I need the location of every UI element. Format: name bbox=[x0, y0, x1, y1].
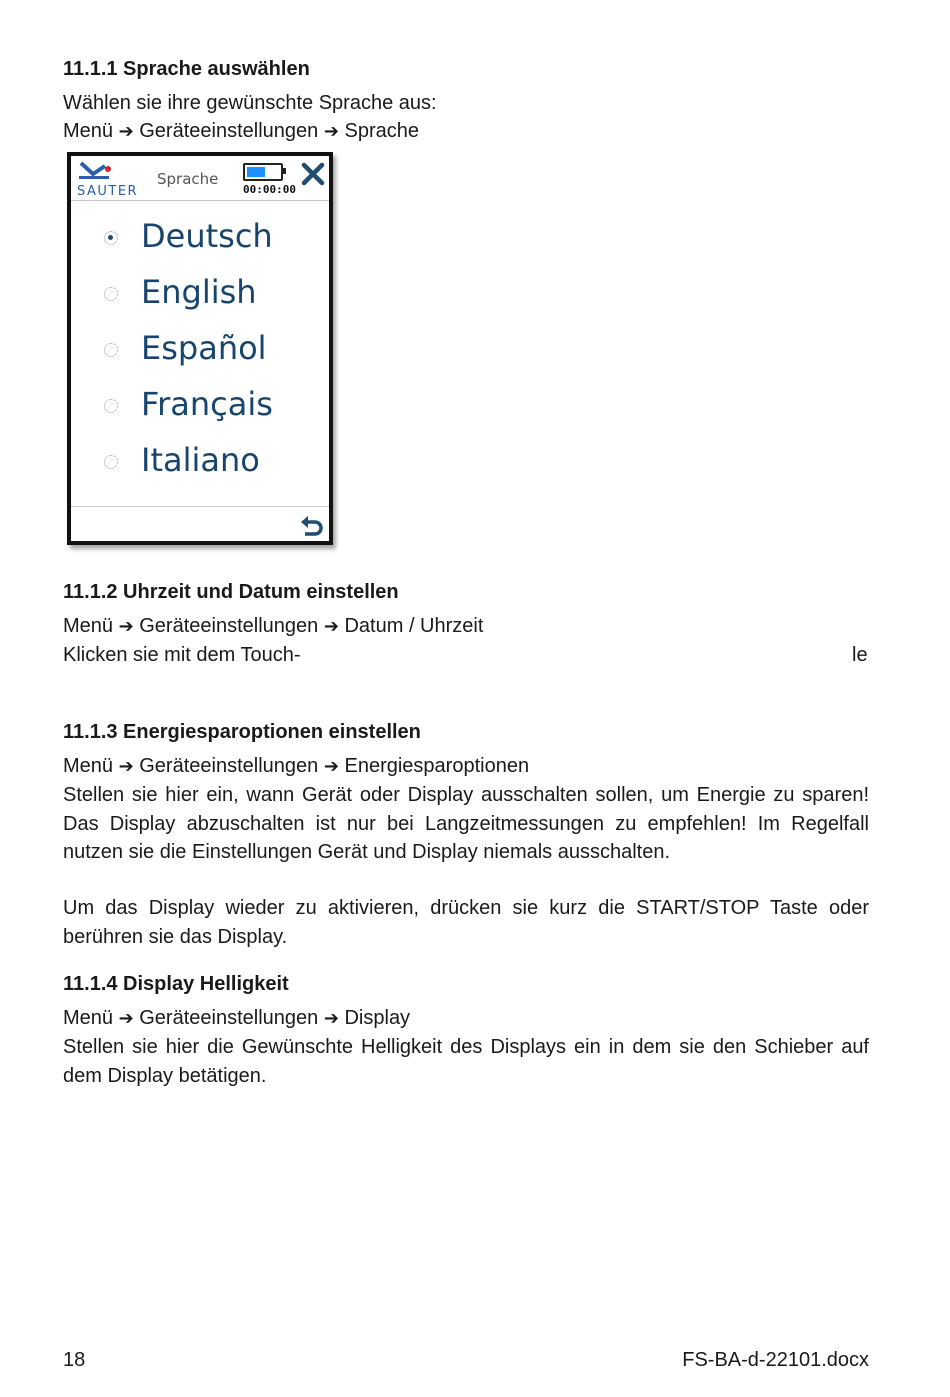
path-step: Geräteeinstellungen bbox=[139, 120, 319, 142]
path-step: Geräteeinstellungen bbox=[139, 755, 319, 777]
device-screen bbox=[67, 152, 333, 545]
path-step: Menü bbox=[63, 755, 114, 777]
path-step: Menü bbox=[63, 615, 114, 637]
arrow-icon: ➔ bbox=[323, 616, 339, 637]
path-step: Menü bbox=[63, 120, 114, 142]
document-name: FS-BA-d-22101.docx bbox=[682, 1349, 869, 1371]
datum-text-right: le bbox=[852, 644, 868, 666]
arrow-icon: ➔ bbox=[118, 121, 134, 142]
page-number: 18 bbox=[63, 1349, 86, 1371]
arrow-icon: ➔ bbox=[323, 121, 339, 142]
logo-mark-icon bbox=[75, 160, 115, 184]
path-step: Geräteeinstellungen bbox=[139, 1007, 319, 1029]
radio-icon[interactable] bbox=[104, 399, 118, 413]
language-label: Français bbox=[141, 385, 273, 423]
logo-text: SAUTER bbox=[77, 184, 139, 199]
helligkeit-paragraph: Stellen sie hier die Gewünschte Helligkeit des Displays ein in dem sie den Schieber auf dem Display betätigen. bbox=[63, 1036, 869, 1087]
language-option-espanol[interactable] bbox=[71, 324, 329, 380]
radio-icon[interactable] bbox=[104, 455, 118, 469]
language-option-deutsch[interactable] bbox=[71, 212, 329, 268]
path-step: Menü bbox=[63, 1007, 114, 1029]
language-label: Español bbox=[141, 329, 267, 367]
language-label: Deutsch bbox=[141, 217, 273, 255]
battery-tip bbox=[283, 168, 286, 174]
screen-title: Sprache bbox=[157, 170, 219, 188]
path-step: Sprache bbox=[344, 120, 419, 142]
language-label: English bbox=[141, 273, 257, 311]
language-option-italiano[interactable] bbox=[71, 436, 329, 492]
language-option-english[interactable] bbox=[71, 268, 329, 324]
section-heading-sprache: 11.1.1 Sprache auswählen bbox=[63, 58, 310, 80]
close-icon[interactable] bbox=[299, 160, 327, 188]
datum-text-left: Klicken sie mit dem Touch- bbox=[63, 644, 301, 666]
language-option-francais[interactable] bbox=[71, 380, 329, 436]
battery-icon bbox=[243, 163, 283, 181]
radio-icon[interactable] bbox=[104, 287, 118, 301]
path-step: Geräteeinstellungen bbox=[139, 615, 319, 637]
arrow-icon: ➔ bbox=[118, 1008, 134, 1029]
menu-path-sprache bbox=[63, 117, 419, 147]
menu-path-energie bbox=[63, 752, 529, 782]
arrow-icon: ➔ bbox=[323, 1008, 339, 1029]
sauter-logo bbox=[75, 160, 139, 199]
section-heading-datum: 11.1.2 Uhrzeit und Datum einstellen bbox=[63, 581, 399, 603]
arrow-icon: ➔ bbox=[118, 616, 134, 637]
arrow-icon: ➔ bbox=[118, 756, 134, 777]
energie-paragraph: Stellen sie hier ein, wann Gerät oder Display ausschalten sollen, um Energie zu sparen! Das Display abzuschalten ist nur bei Langzeitmessungen zu empfehlen! Im Regelfall nutzen sie die Einstellungen Gerät und Display niemals ausschalten. bbox=[63, 784, 869, 863]
radio-icon[interactable] bbox=[104, 343, 118, 357]
arrow-icon: ➔ bbox=[323, 756, 339, 777]
language-label: Italiano bbox=[141, 441, 260, 479]
energie-paragraph-2: Um das Display wieder zu aktivieren, drücken sie kurz die START/STOP Taste oder berühren sie das Display. bbox=[63, 897, 869, 948]
path-step: Display bbox=[344, 1007, 411, 1029]
battery-level bbox=[247, 167, 265, 177]
menu-path-datum bbox=[63, 612, 483, 642]
back-icon[interactable] bbox=[299, 514, 325, 538]
path-step: Energiesparoptionen bbox=[344, 755, 530, 777]
menu-path-display bbox=[63, 1004, 410, 1034]
section-heading-helligkeit: 11.1.4 Display Helligkeit bbox=[63, 973, 289, 995]
timer-readout: 00:00:00 bbox=[243, 183, 296, 196]
device-header bbox=[71, 156, 329, 201]
section-heading-energie: 11.1.3 Energiesparoptionen einstellen bbox=[63, 721, 421, 743]
footer-divider bbox=[71, 506, 329, 507]
sprache-intro: Wählen sie ihre gewünschte Sprache aus: bbox=[63, 92, 437, 114]
path-step: Datum / Uhrzeit bbox=[344, 615, 484, 637]
radio-selected-icon[interactable] bbox=[104, 231, 118, 245]
